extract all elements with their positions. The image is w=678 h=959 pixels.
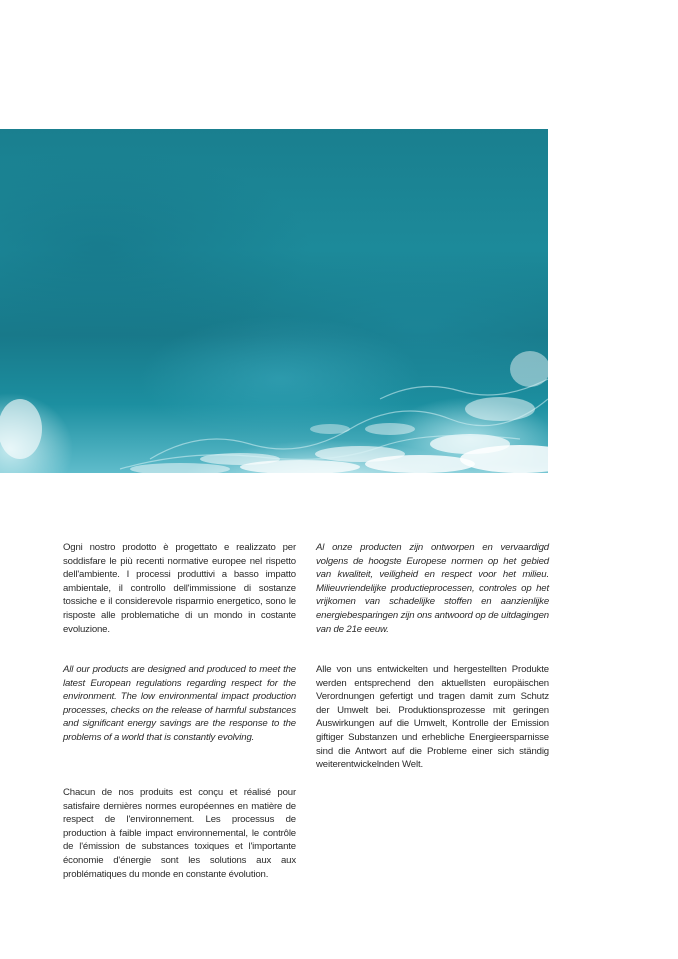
- wave-foam-overlay: [0, 129, 548, 473]
- paragraph-italian: [63, 541, 296, 636]
- ocean-waves-photo: [0, 129, 548, 473]
- paragraph-english: [63, 663, 296, 745]
- paragraph-english-text: All our products are designed and produced to meet the latest European regulations regarding respect for the environment. The low environmental impact production processes, checks on the release of harmful substances and significant energy savings are the response to the problems of a world that is constantly evolving.: [63, 664, 296, 743]
- paragraph-german-text: Alle von uns entwickelten und hergestellten Produkte werden entsprechend den aktuellsten europäischen Verordnungen gefertigt und tragen damit zum Schutz der Umwelt bei. Produktionsprozesse mit geringen Auswirkungen auf die Umwelt, Kontrolle der Emission giftiger Substanzen und erhebliche Energieersparnisse sind die Antwort auf die Probleme einer sich ständig weiterentwickelnden Welt.: [316, 664, 549, 771]
- paragraph-dutch-text: Al onze producten zijn ontworpen en vervaardigd volgens de hoogste Europese normen op het gebied van kwaliteit, veiligheid en respect voor het milieu. Milieuvriendelijke productieprocessen, controles op het vrijkomen van schadelijke stoffen en aanzienlijke energiebesparingen zijn ons antwoord op de uitdagingen van de 21e eeuw.: [316, 542, 549, 635]
- paragraph-french-text: Chacun de nos produits est conçu et réalisé pour satisfaire dernières normes européennes en matière de respect de l'environnement. Les processus de production à faible impact environnemental, le contrôle de l'émission de substances toxiques et l'importante économie d'énergie sont les solutions aux aux problématiques du monde en constante évolution.: [63, 787, 296, 880]
- paragraph-dutch: [316, 541, 549, 636]
- paragraph-german: [316, 663, 549, 772]
- paragraph-italian-text: Ogni nostro prodotto è progettato e realizzato per soddisfare le più recenti normative europee nel rispetto dell'ambiente. I processi produttivi a basso impatto ambientale, il controllo dell'immissione di sostanze tossiche e il considerevole risparmio energetico, sono le risposte alle problematiche di un mondo in costante evoluzione.: [63, 542, 296, 635]
- paragraph-french: [63, 786, 296, 881]
